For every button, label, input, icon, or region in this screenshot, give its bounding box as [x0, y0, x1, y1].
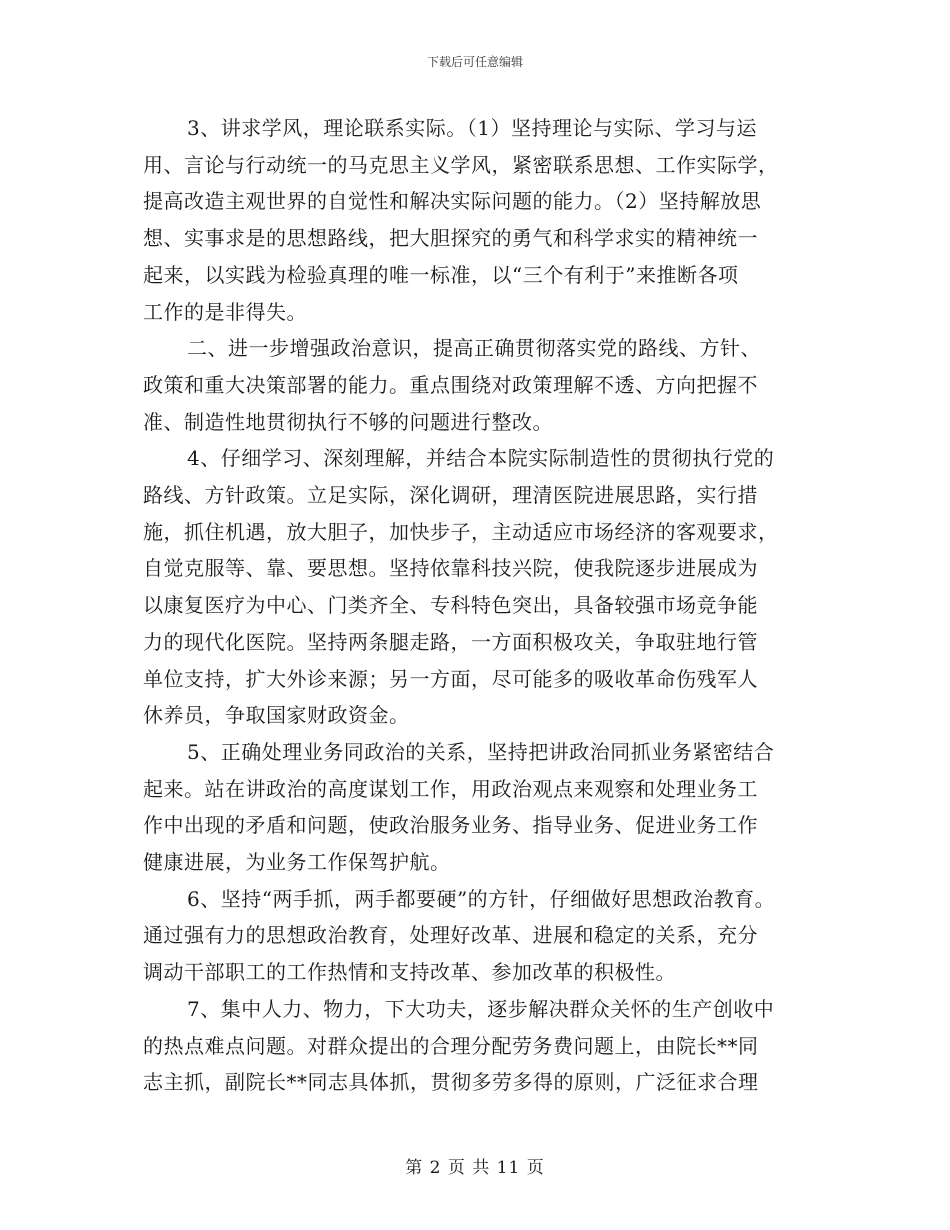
- text-line: 用、言论与行动统一的马克思主义学风，紧密联系思想、工作实际学，: [143, 152, 779, 177]
- paragraph-2: [143, 330, 811, 440]
- text-line: 二、进一步增强政治意识，提高正确贯彻落实党的路线、方针、: [187, 336, 761, 361]
- text-line: 以康复医疗为中心、门类齐全、专科特色突出，具备较强市场竞争能: [143, 593, 758, 618]
- text-line: 力的现代化医院。坚持两条腿走路，一方面积极攻关，争取驻地行管: [143, 629, 758, 654]
- text-line: 健康进展，为业务工作保驾护航。: [143, 850, 451, 875]
- text-line: 休养员，争取国家财政资金。: [143, 703, 410, 728]
- document-body: [143, 110, 811, 1101]
- text-line: 想、实事求是的思想路线，把大胆探究的勇气和科学求实的精神统一: [143, 226, 758, 251]
- paragraph-5: [143, 881, 811, 991]
- text-line: 工作的是非得失。: [143, 299, 307, 324]
- text-line: 政策和重大决策部署的能力。重点围绕对政策理解不透、方向把握不: [143, 372, 758, 397]
- text-line: 4、仔细学习、深刻理解，并结合本院实际制造性的贯彻执行党的: [187, 446, 775, 471]
- text-line: 路线、方针政策。立足实际，深化调研，理清医院进展思路，实行措: [143, 483, 758, 508]
- text-line: 的热点难点问题。对群众提出的合理分配劳务费问题上，由院长**同: [143, 1033, 759, 1058]
- text-line: 起来。站在讲政治的高度谋划工作，用政治观点来观察和处理业务工: [143, 776, 758, 801]
- page-header: 下载后可任意编辑: [426, 55, 523, 69]
- text-line: 准、制造性地贯彻执行不够的问题进行整改。: [143, 409, 553, 434]
- text-line: 提高改造主观世界的自觉性和解决实际问题的能力。（2）坚持解放思: [143, 189, 762, 214]
- text-line: 通过强有力的思想政治教育，处理好改革、进展和稳定的关系，充分: [143, 923, 758, 948]
- paragraph-1: [143, 110, 811, 330]
- text-line: 单位支持，扩大外诊来源；另一方面，尽可能多的吸收革命伤残军人: [143, 666, 758, 691]
- text-line: 起来，以实践为检验真理的唯一标准，以“三个有利于”来推断各项: [143, 262, 739, 287]
- text-line: 5、正确处理业务同政治的关系，坚持把讲政治同抓业务紧密结合: [187, 739, 775, 764]
- text-line: 自觉克服等、靠、要思想。坚持依靠科技兴院，使我院逐步进展成为: [143, 556, 758, 581]
- paragraph-3: [143, 440, 811, 734]
- text-line: 作中出现的矛盾和问题，使政治服务业务、指导业务、促进业务工作: [143, 813, 758, 838]
- text-line: 调动干部职工的工作热情和支持改革、参加改革的积极性。: [143, 960, 676, 985]
- text-line: 志主抓，副院长**同志具体抓，贯彻多劳多得的原则，广泛征求合理: [143, 1070, 759, 1095]
- text-line: 3、讲求学风，理论联系实际。（1）坚持理论与实际、学习与运: [187, 116, 757, 140]
- paragraph-6: [143, 991, 811, 1101]
- paragraph-4: [143, 734, 811, 881]
- page-number-footer: 第 2 页 共 11 页: [405, 1158, 545, 1178]
- text-line: 6、坚持“两手抓，两手都要硬”的方针，仔细做好思想政治教育。: [187, 886, 776, 911]
- text-line: 7、集中人力、物力，下大功夫，逐步解决群众关怀的生产创收中: [187, 996, 775, 1021]
- text-line: 施，抓住机遇，放大胆子，加快步子，主动适应市场经济的客观要求，: [143, 519, 779, 544]
